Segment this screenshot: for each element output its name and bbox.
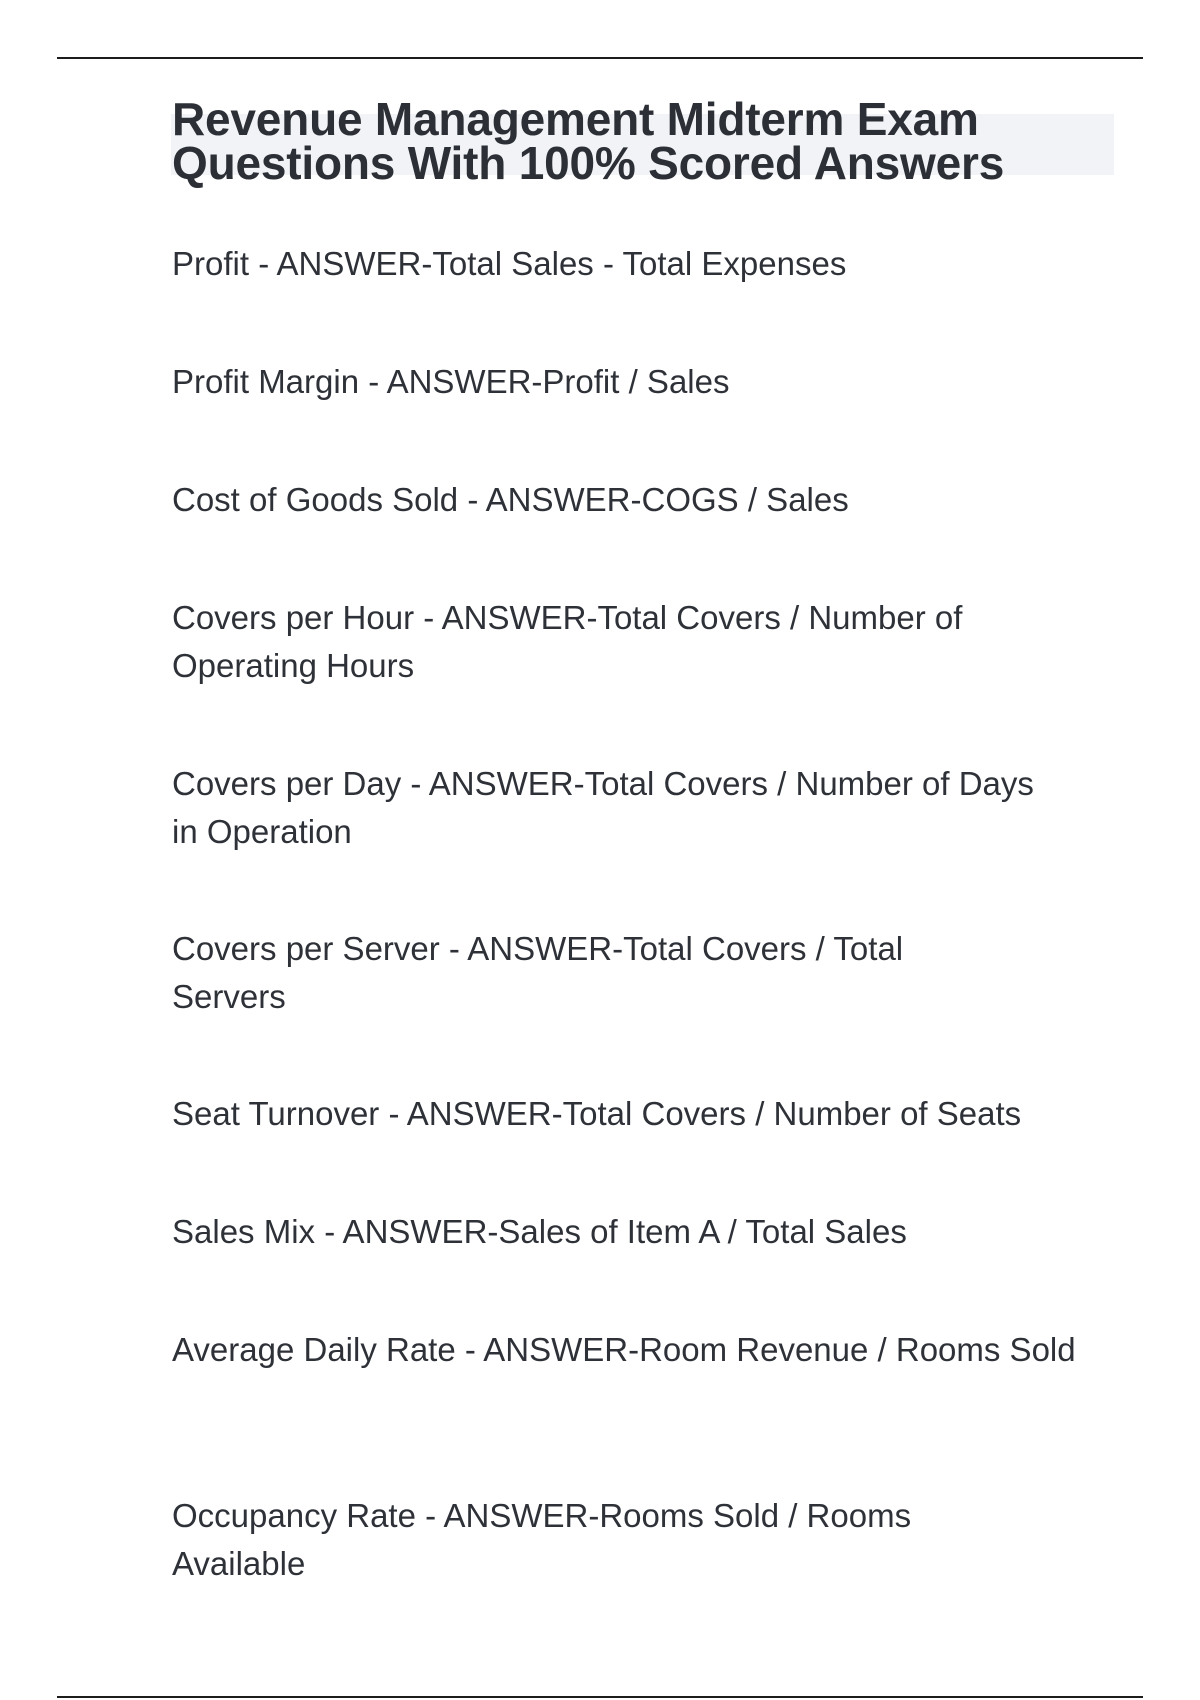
list-item <box>172 760 1052 856</box>
list-item <box>172 240 1132 288</box>
item-answer: Profit / Sales <box>542 363 730 400</box>
list-item <box>172 1090 1172 1138</box>
item-term: Covers per Server <box>172 930 440 967</box>
list-item <box>172 358 1132 406</box>
list-item <box>172 1208 1132 1256</box>
item-term: Covers per Day <box>172 765 402 802</box>
item-separator: - ANSWER- <box>455 1331 640 1368</box>
item-answer: COGS / Sales <box>641 481 849 518</box>
item-separator: - ANSWER- <box>439 930 624 967</box>
list-item <box>172 594 1072 690</box>
item-separator: - ANSWER- <box>414 599 598 636</box>
list-item <box>172 476 1132 524</box>
list-item <box>172 1326 1092 1374</box>
title-line-2: Questions With 100% Scored Answers <box>172 137 1005 190</box>
item-answer: Rooms Sold / Rooms Available <box>172 1497 912 1582</box>
item-separator: - ANSWER- <box>315 1213 499 1250</box>
item-answer: Total Covers / Total Servers <box>172 930 904 1015</box>
item-separator: - ANSWER- <box>401 765 585 802</box>
item-answer: Total Covers / Number of Operating Hours <box>172 599 963 684</box>
title-line-1: Revenue Management Midterm Exam <box>172 93 979 145</box>
item-answer: Total Sales - Total Expenses <box>432 245 847 282</box>
item-separator: - ANSWER- <box>379 1095 563 1132</box>
item-separator: - ANSWER- <box>359 363 543 400</box>
item-answer: Sales of Item A / Total Sales <box>498 1213 907 1250</box>
item-answer: Total Covers / Number of Days in Operation <box>172 765 1034 850</box>
bottom-rule <box>57 1696 1143 1698</box>
item-term: Average Daily Rate <box>172 1331 456 1368</box>
item-term: Profit Margin <box>172 363 360 400</box>
item-term: Cost of Goods Sold <box>172 481 459 518</box>
item-term: Covers per Hour <box>172 599 415 636</box>
item-separator: - ANSWER- <box>249 245 433 282</box>
list-item <box>172 925 1012 1021</box>
item-answer: Room Revenue / Rooms Sold <box>639 1331 1076 1368</box>
item-answer: Total Covers / Number of Seats <box>562 1095 1022 1132</box>
item-term: Profit <box>172 245 250 282</box>
page-title <box>172 93 1132 190</box>
top-rule <box>57 57 1143 59</box>
item-separator: - ANSWER- <box>458 481 642 518</box>
item-separator: - ANSWER- <box>415 1497 600 1534</box>
item-term: Sales Mix <box>172 1213 316 1250</box>
list-item <box>172 1492 1012 1588</box>
item-term: Seat Turnover <box>172 1095 380 1132</box>
item-term: Occupancy Rate <box>172 1497 416 1534</box>
